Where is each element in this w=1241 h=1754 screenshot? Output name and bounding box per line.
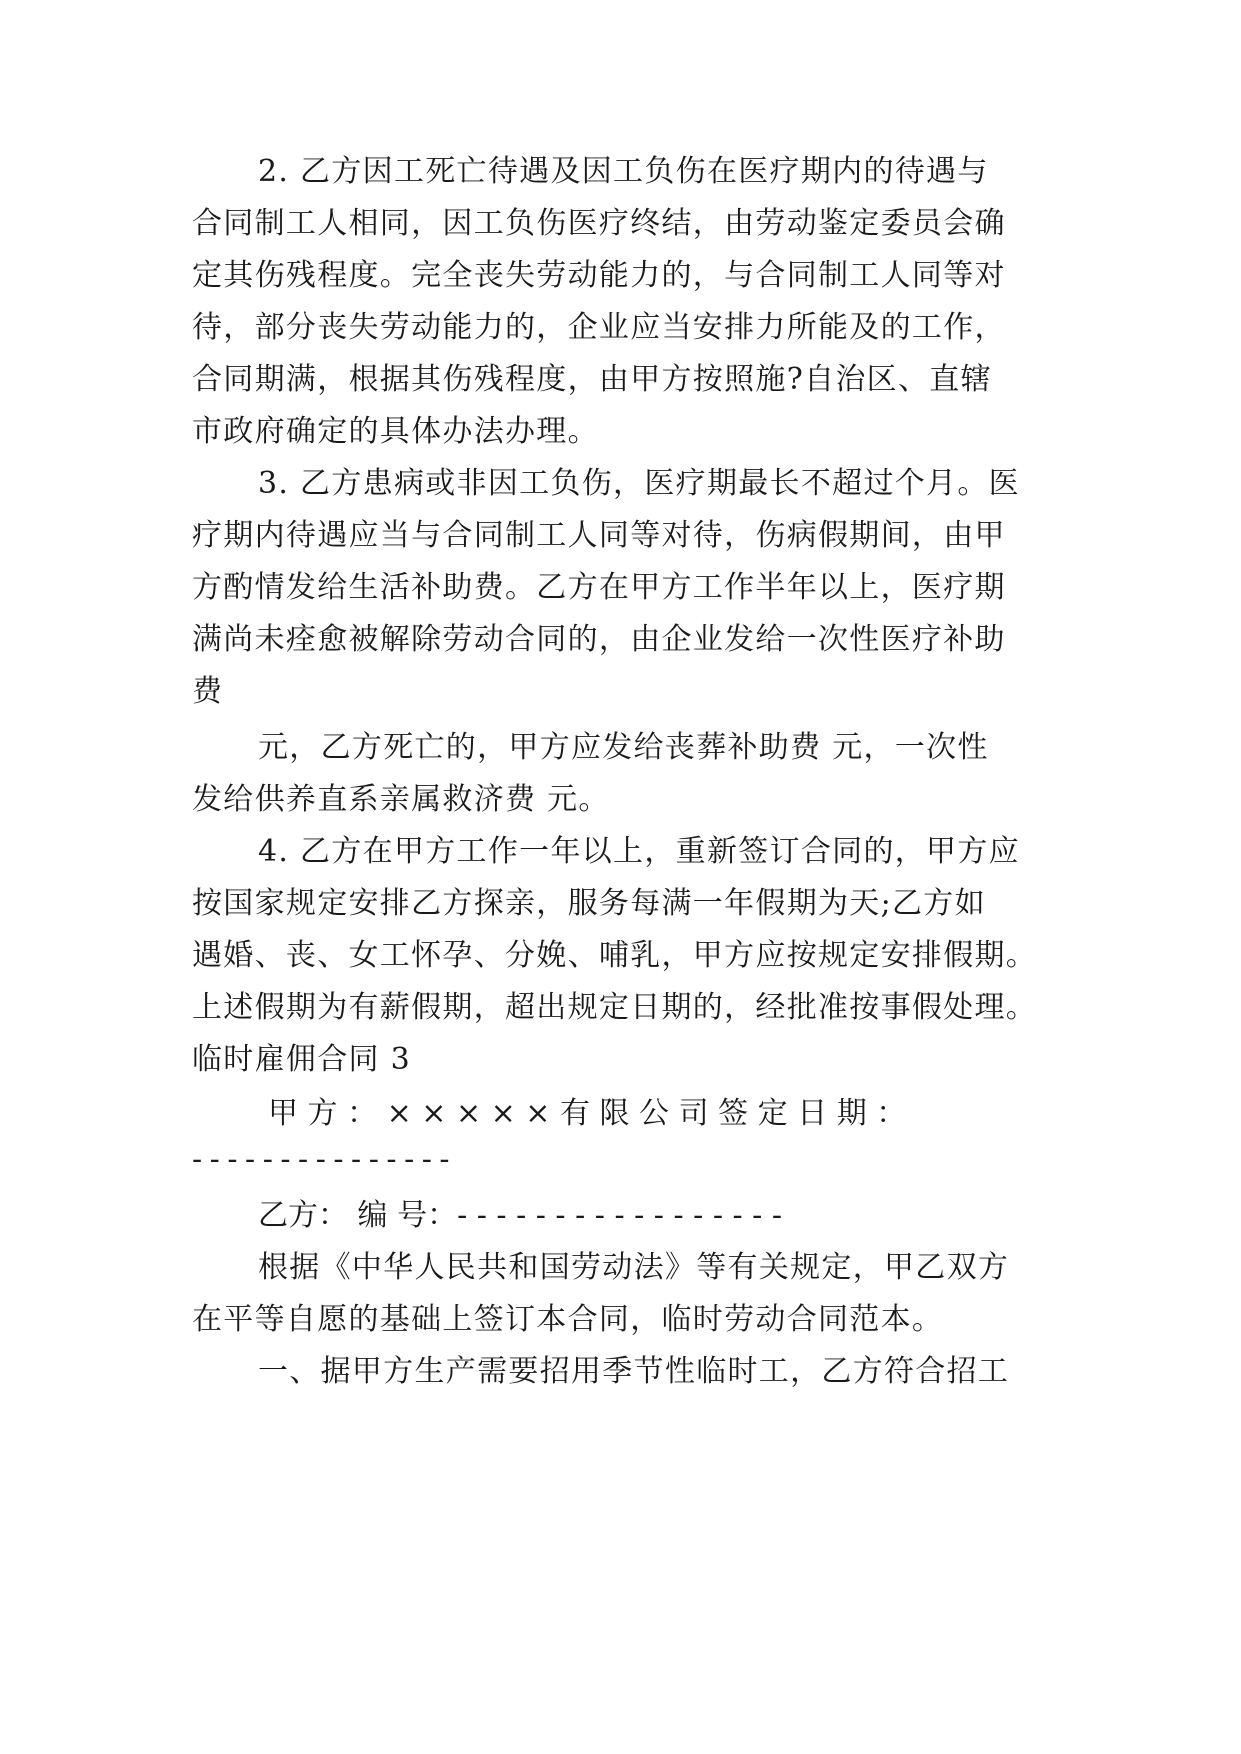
party-b-line: 乙方： 编 号：- - - - - - - - - - - - - - - - - (258, 1198, 782, 1233)
paragraph-4-line-1: 4. 乙方在甲方工作一年以上，重新签订合同的，甲方应 (258, 834, 1020, 869)
paragraph-3b-line-2: 发给供养直系亲属救济费 元。 (192, 782, 610, 817)
paragraph-3b-line-1: 元，乙方死亡的，甲方应发给丧葬补助费 元，一次性 (258, 730, 989, 765)
preamble-line-2: 在平等自愿的基础上签订本合同，临时劳动合同范本。 (192, 1302, 944, 1337)
paragraph-2-line-4: 待，部分丧失劳动能力的，企业应当安排力所能及的工作， (192, 310, 1006, 345)
section-title: 临时雇佣合同 3 (192, 1042, 412, 1077)
paragraph-2-line-2: 合同制工人相同，因工负伤医疗终结，由劳动鉴定委员会确 (192, 206, 1006, 241)
preamble-line-1: 根据《中华人民共和国劳动法》等有关规定，甲乙双方 (258, 1250, 1010, 1285)
paragraph-3-line-1: 3. 乙方患病或非因工负伤，医疗期最长不超过个月。医 (258, 466, 1020, 501)
paragraph-4-line-2: 按国家规定安排乙方探亲，服务每满一年假期为天;乙方如 (192, 886, 986, 921)
paragraph-4-line-4: 上述假期为有薪假期，超出规定日期的，经批准按事假处理。 (192, 990, 1038, 1025)
party-a-line: 甲 方 ： × × × × × 有 限 公 司 签 定 日 期 ： (268, 1096, 907, 1131)
paragraph-2-line-3: 定其伤残程度。完全丧失劳动能力的，与合同制工人同等对 (192, 258, 1006, 293)
paragraph-3-line-2: 疗期内待遇应当与合同制工人同等对待，伤病假期间，由甲 (192, 518, 1006, 553)
paragraph-2-line-1: 2. 乙方因工死亡待遇及因工负伤在医疗期内的待遇与 (258, 154, 989, 189)
paragraph-3-line-5: 费 (192, 674, 224, 709)
paragraph-2-line-5: 合同期满，根据其伤残程度，由甲方按照施?自治区、直辖 (192, 362, 992, 397)
paragraph-2-line-6: 市政府确定的具体办法办理。 (192, 414, 599, 449)
paragraph-4-line-3: 遇婚、丧、女工怀孕、分娩、哺乳，甲方应按规定安排假期。 (192, 938, 1038, 973)
date-blank-line: - - - - - - - - - - - - - - - (192, 1142, 449, 1177)
paragraph-3-line-3: 方酌情发给生活补助费。乙方在甲方工作半年以上，医疗期 (192, 570, 1006, 605)
paragraph-3-line-4: 满尚未痊愈被解除劳动合同的，由企业发给一次性医疗补助 (192, 622, 1006, 657)
clause-1-line-1: 一、据甲方生产需要招用季节性临时工，乙方符合招工 (258, 1354, 1010, 1389)
